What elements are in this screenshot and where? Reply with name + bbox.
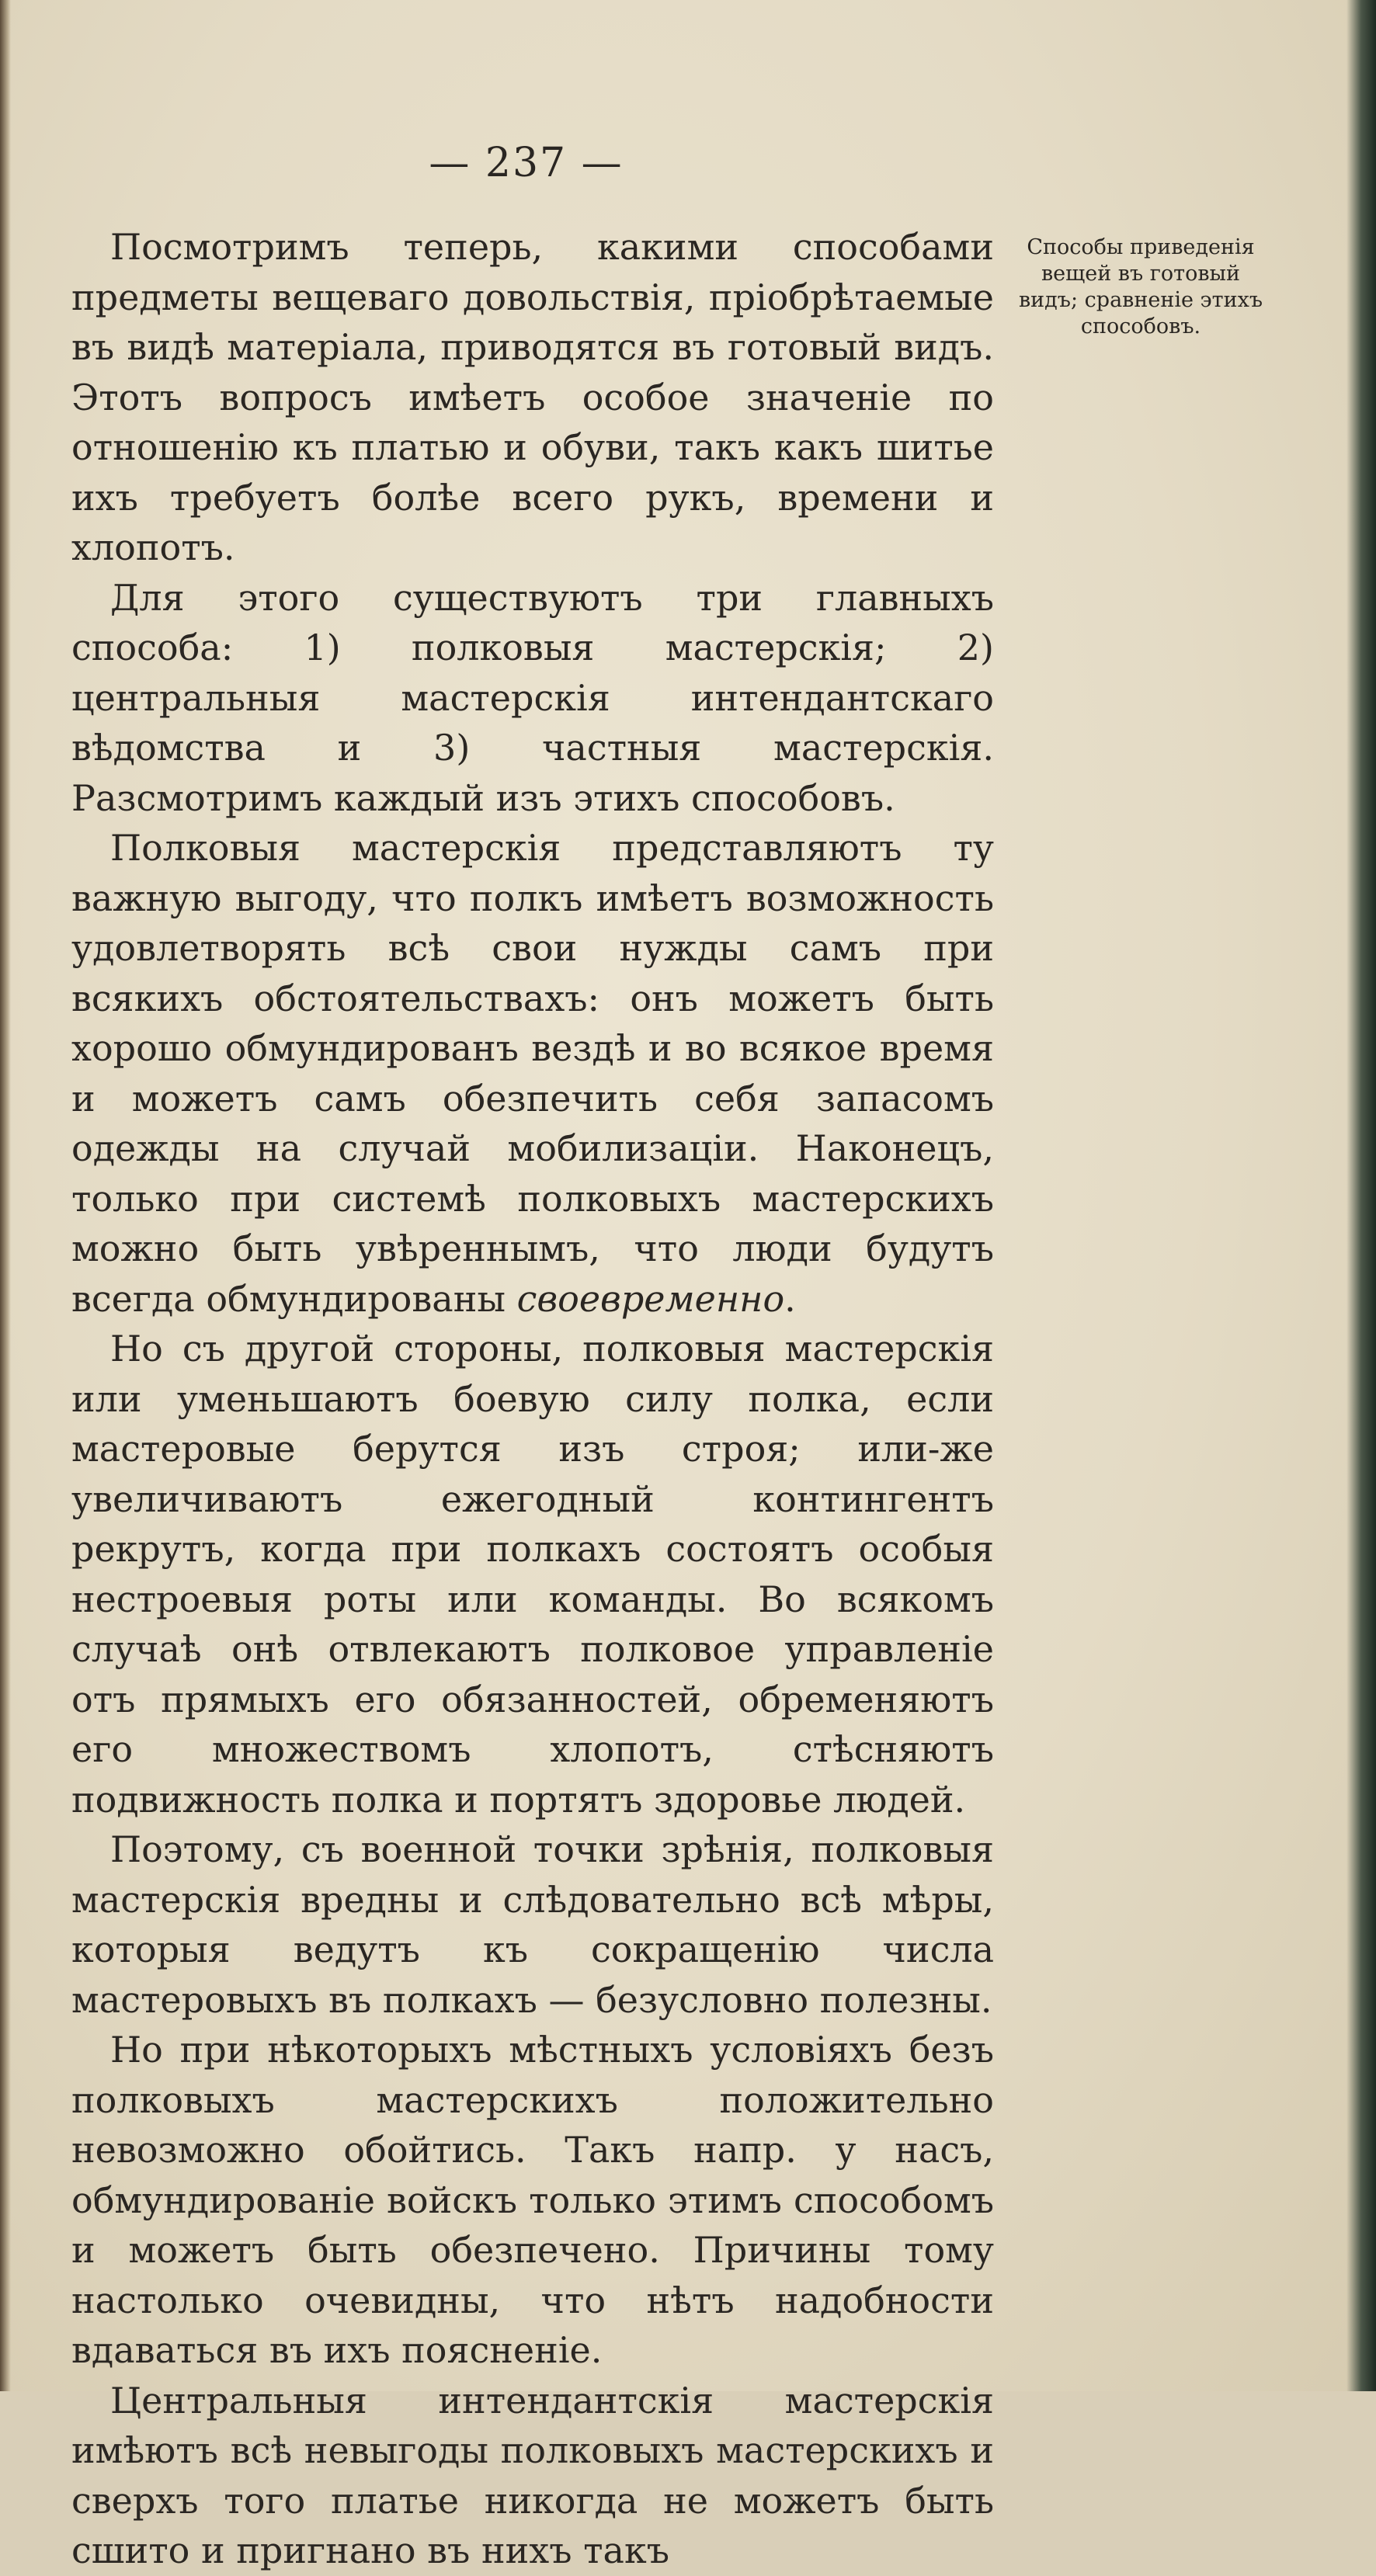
paragraph-3-end: . [784,1277,796,1320]
margin-note: Способы приведенія вещей въ готовый видъ; сравненіе этихъ способовъ. [1018,235,1263,338]
page-number: — 237 — [429,140,624,186]
page-edge [1346,0,1376,2391]
paragraph-2: Для этого существуютъ три главныхъ способа: 1) полковыя мастерскія; 2) центральныя мастерскія интендантскаго вѣдомства и 3) частныя мастерскія. Разсмотримъ каждый изъ этихъ способовъ. [71,576,994,819]
paragraph-1: Посмотримъ теперь, какими способами предметы вещеваго довольствія, пріобрѣтаемые въ видѣ матеріала, приводятся въ готовый видъ. Этотъ вопросъ имѣетъ особое значеніе по отношенію къ платью и обуви, такъ какъ шитье ихъ требуетъ болѣе всего рукъ, времени и хлопотъ. [71,226,994,568]
paragraph-3 [71,823,994,1324]
paragraph-7: Центральныя интендантскія мастерскія имѣютъ всѣ невыгоды полковыхъ мастерскихъ и сверхъ того платье никогда не можетъ быть сшито и пригнано въ нихъ такъ [71,2379,994,2571]
paragraph-3-text: Полковыя мастерскія представляютъ ту важную выгоду, что полкъ имѣетъ возможность удовлетворять всѣ свои нужды самъ при всякихъ обстоятельствахъ: онъ можетъ быть хорошо обмундированъ вездѣ и во всякое время и можетъ самъ обезпечить себя запасомъ одежды на случай мобилизаціи. Наконецъ, только при системѣ полковыхъ мастерскихъ можно быть увѣреннымъ, что люди будутъ всегда обмундированы [71,827,994,1320]
body-text [71,222,994,2576]
paragraph-6: Но при нѣкоторыхъ мѣстныхъ условіяхъ безъ полковыхъ мастерскихъ положительно невозможно обойтись. Такъ напр. у насъ, обмундированіе войскъ только этимъ способомъ и можетъ быть обезпечено. Причины тому настолько очевидны, что нѣтъ надобности вдаваться въ ихъ поясненіе. [71,2029,994,2371]
paragraph-4: Но съ другой стороны, полковыя мастерскія или уменьшаютъ боевую силу полка, если мастеровые берутся изъ строя; или-же увеличиваютъ ежегодный контингентъ рекрутъ, когда при полкахъ состоятъ особыя нестроевыя роты или команды. Во всякомъ случаѣ онѣ отвлекаютъ полковое управленіе отъ прямыхъ его обязанностей, обременяютъ его множествомъ хлопотъ, стѣсняютъ подвижность полка и портятъ здоровье людей. [71,1328,994,1821]
book-spine-shadow [0,0,11,2391]
paragraph-5: Поэтому, съ военной точки зрѣнія, полковыя мастерскія вредны и слѣдовательно всѣ мѣры, которыя ведутъ къ сокращенію числа мастеровыхъ въ полкахъ — безусловно полезны. [71,1828,994,2021]
emphasis-word: своевременно [516,1277,785,1320]
